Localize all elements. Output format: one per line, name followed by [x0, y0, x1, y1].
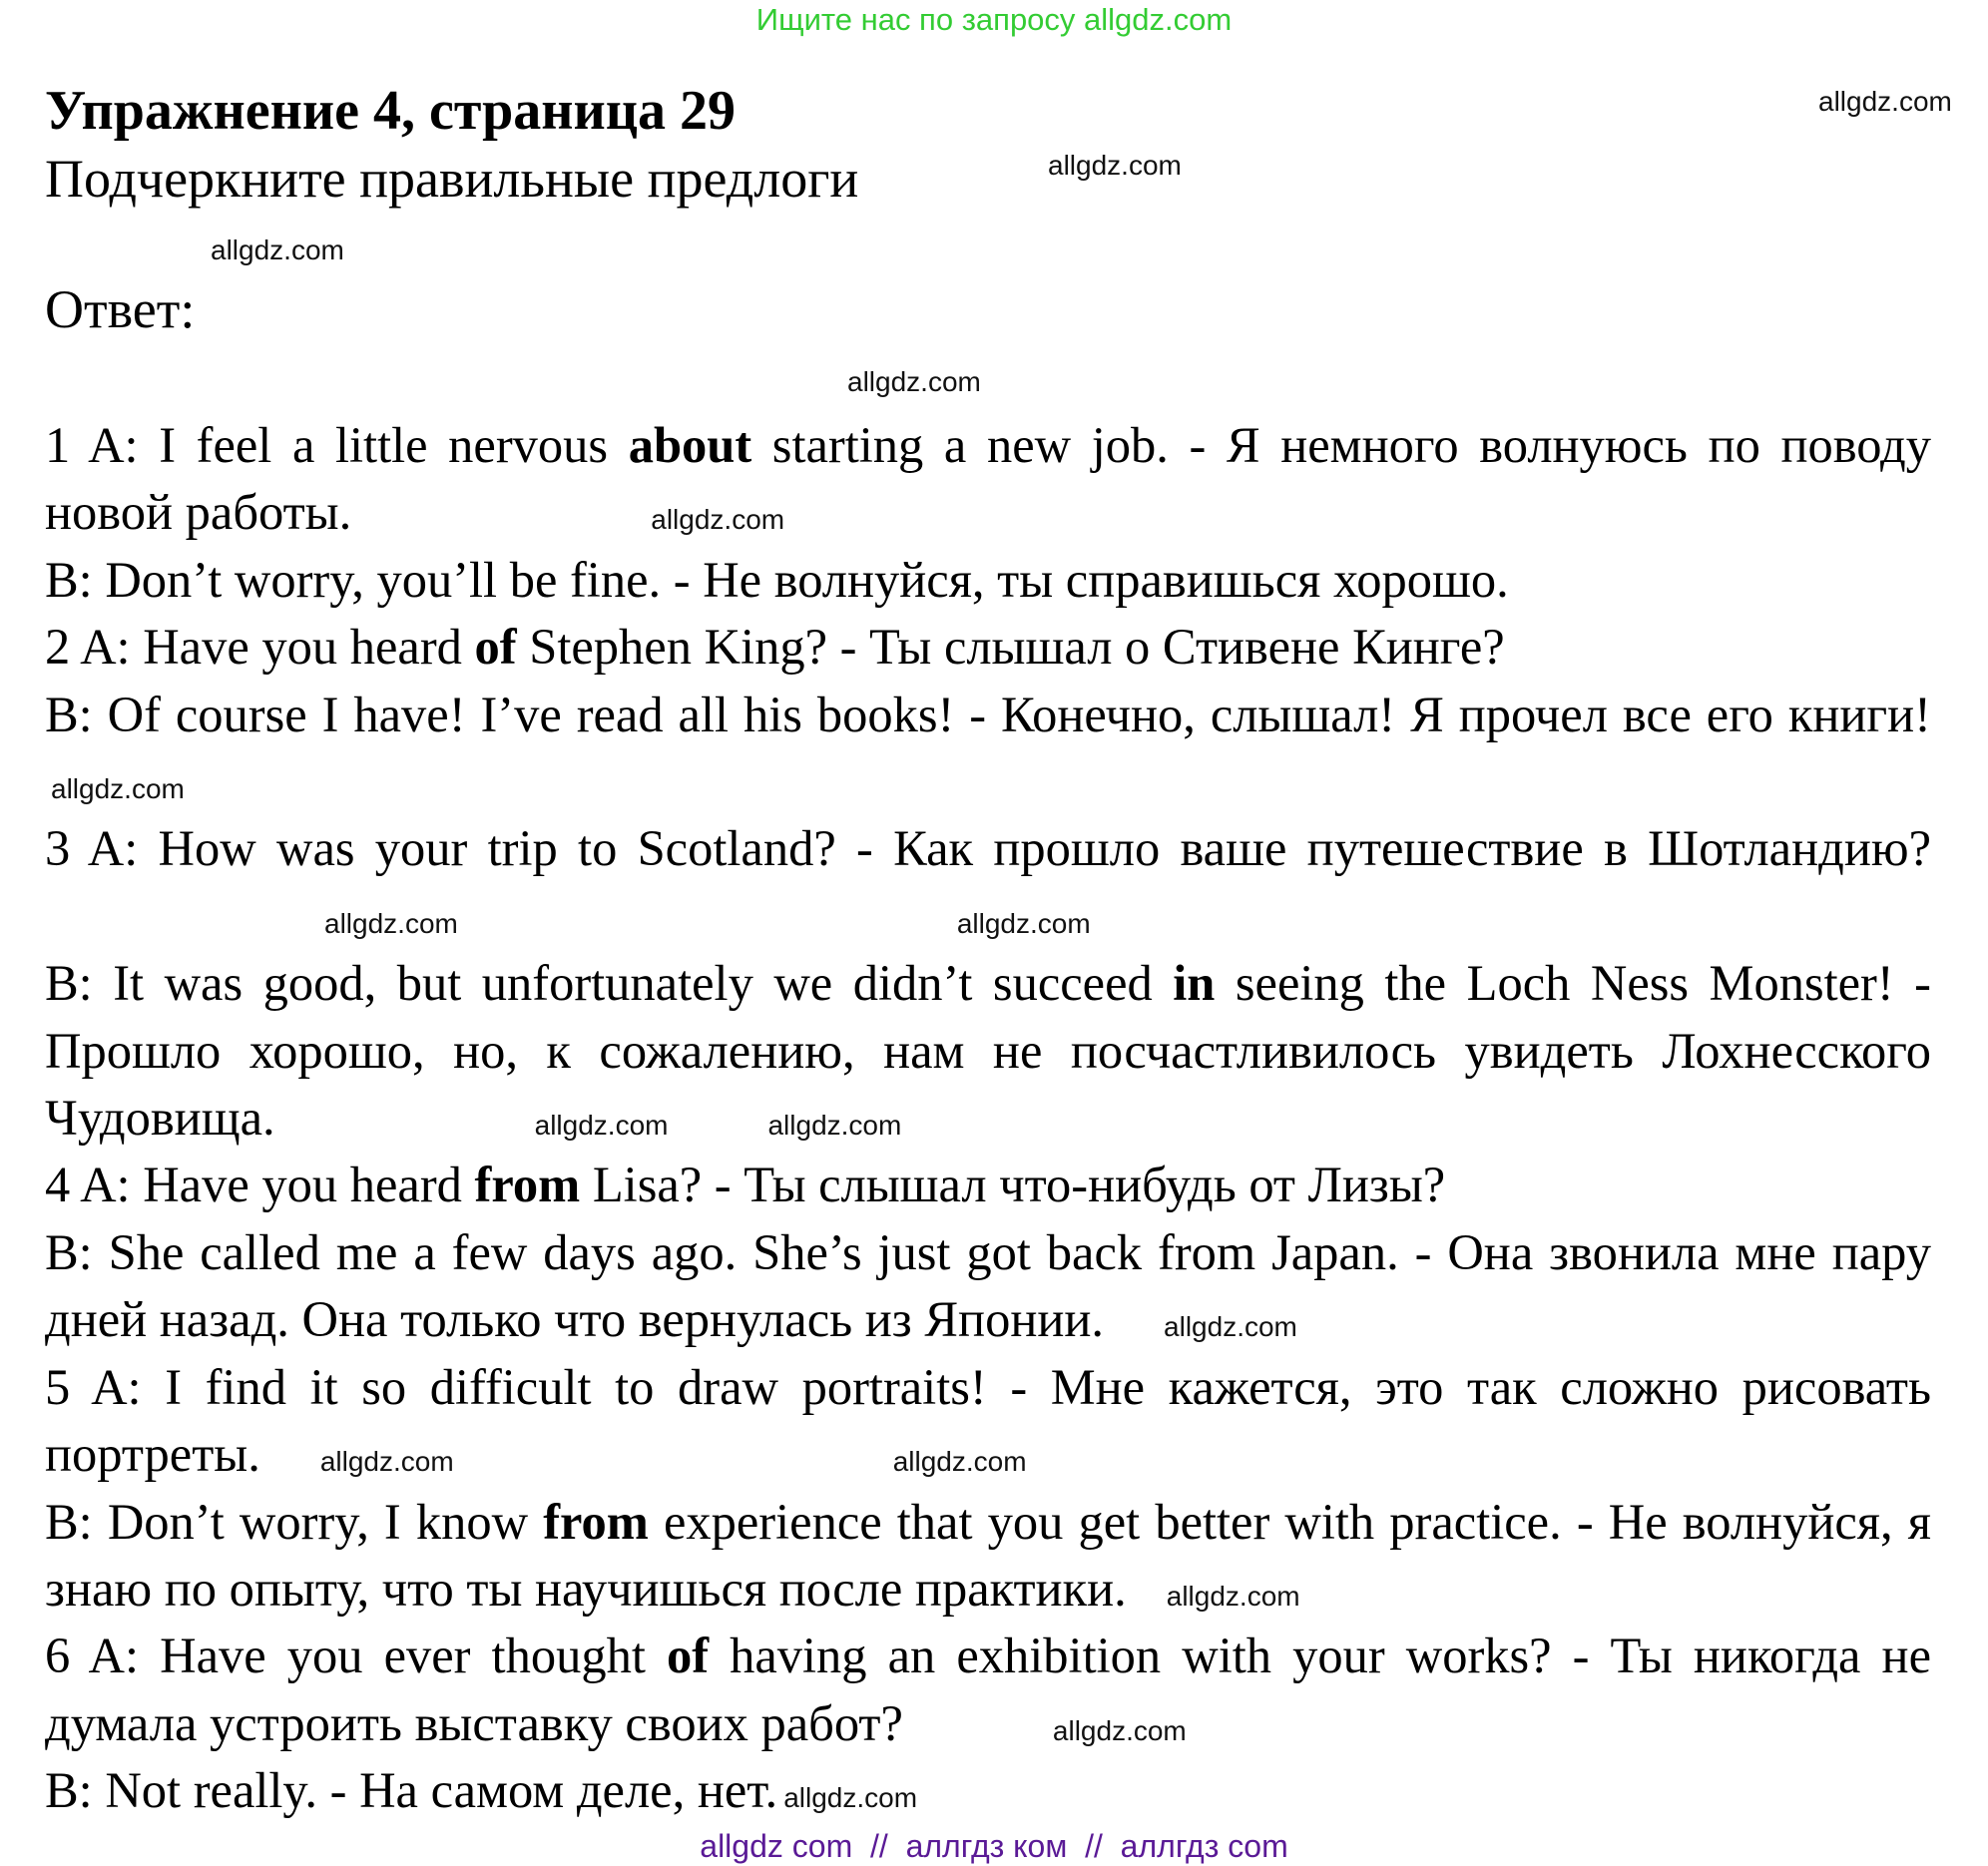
watermark: allgdz.com — [51, 773, 185, 805]
line-text: B: Don’t worry, you’ll be fine. - Не волнуйся, ты справишься хорошо. — [45, 551, 1509, 608]
preposition: from — [474, 1157, 581, 1213]
answer-line — [45, 1152, 1931, 1218]
page-title: Упражнение 4, страница 29 — [45, 80, 737, 142]
watermark: allgdz.com — [1048, 150, 1182, 181]
preposition: in — [1173, 955, 1216, 1012]
line-text: Lisa? - Ты слышал что-нибудь от Лизы? — [580, 1157, 1446, 1213]
answer-line — [45, 1489, 1931, 1624]
watermark: allgdz.com — [767, 1110, 902, 1142]
answer-line — [45, 614, 1931, 681]
watermark: allgdz.com — [1818, 86, 1952, 117]
line-text: 1 A: I feel a little nervous — [45, 417, 629, 473]
watermark: allgdz.com — [651, 504, 785, 536]
line-text: starting a new job. - Я немного волнуюсь по поводу новой работы. — [45, 417, 1931, 541]
answer-label: Ответ: — [45, 279, 196, 339]
preposition: of — [666, 1628, 710, 1684]
line-text: B: Of course I have! I’ve read all his books! - Конечно, слышал! Я прочел все его книги! — [45, 686, 1931, 742]
watermark: allgdz.com — [211, 234, 344, 265]
top-ad-banner[interactable]: Ищите нас по запросу allgdz.com — [755, 2, 1233, 37]
preposition: about — [628, 417, 752, 473]
line-text: Stephen King? - Ты слышал о Стивене Кинге? — [516, 619, 1505, 676]
watermark: allgdz.com — [956, 907, 1091, 939]
line-text: 5 A: I find it so difficult to draw portraits! - Мне кажется, это так сложно рисовать портреты. — [45, 1358, 1931, 1483]
watermark: allgdz.com — [319, 1446, 454, 1478]
answer-line — [45, 412, 1931, 547]
bottom-ad-banner[interactable]: allgdz com // аллгдз ком // аллгдз com — [700, 1828, 1288, 1864]
line-text: experience that you get better with practice. - Не волнуйся, я знаю по опыту, что ты научишься после практики. — [45, 1493, 1931, 1617]
line-text: 6 A: Have you ever thought — [45, 1628, 667, 1684]
watermark: allgdz.com — [1052, 1714, 1187, 1746]
watermark: allgdz.com — [847, 366, 981, 397]
answer-line — [45, 1623, 1931, 1757]
answer-line — [45, 547, 1931, 614]
answer-line — [45, 1219, 1931, 1354]
answer-line — [45, 1757, 1931, 1824]
watermark: allgdz.com — [534, 1110, 669, 1142]
answer-content — [45, 412, 1931, 1825]
line-text: 3 A: How was your trip to Scotland? - Как прошло ваше путешествие в Шотландию? — [45, 820, 1931, 877]
line-text: B: Don’t worry, I know — [45, 1493, 544, 1550]
line-text: B: It was good, but unfortunately we didn’t succeed — [45, 955, 1174, 1012]
preposition: from — [543, 1493, 649, 1550]
task-instruction: Подчеркните правильные предлоги — [45, 149, 859, 209]
line-text: 2 A: Have you heard — [45, 619, 475, 676]
answer-line — [45, 950, 1931, 1152]
line-text: B: She called me a few days ago. She’s just got back from Japan. - Она звонила мне пару дней назад. Она только что вернулась из Японии. — [45, 1223, 1931, 1348]
watermark: allgdz.com — [1166, 1580, 1300, 1612]
preposition: of — [474, 619, 517, 676]
answer-line — [45, 1354, 1931, 1489]
watermark: allgdz.com — [1164, 1311, 1297, 1343]
watermark: allgdz.com — [324, 907, 458, 939]
line-text: seeing the Loch Ness Monster! - Прошло хорошо, но, к сожалению, нам не посчастливилось увидеть Лохнесского Чудовища. — [45, 955, 1932, 1147]
watermark: allgdz.com — [892, 1446, 1027, 1478]
line-text: B: Not really. - На самом деле, нет. — [45, 1762, 778, 1819]
line-text: having an exhibition with your works? - Ты никогда не думала устроить выставку своих работ? — [45, 1628, 1931, 1751]
answer-line — [45, 815, 1931, 950]
answer-line — [45, 682, 1931, 816]
watermark: allgdz.com — [783, 1782, 918, 1814]
line-text: 4 A: Have you heard — [45, 1157, 475, 1213]
